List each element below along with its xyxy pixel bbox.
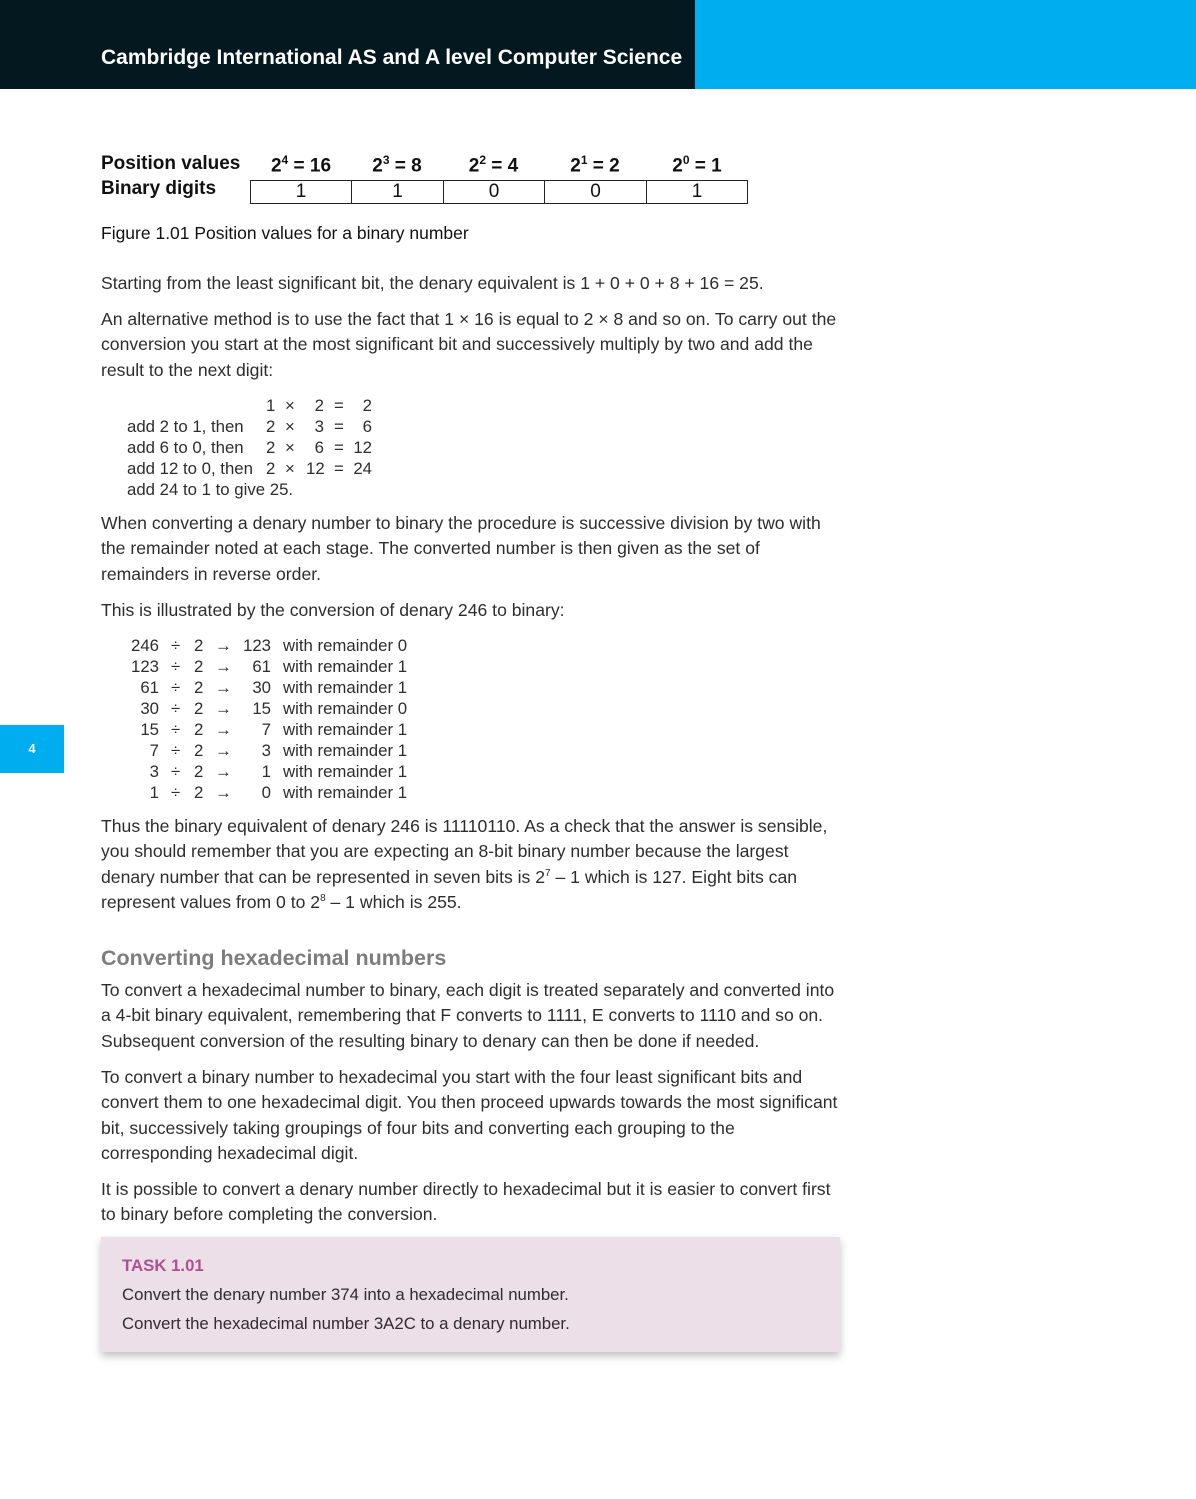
page-number-tab: 4 [0, 725, 64, 773]
division-row: 61 ÷ 2 → 30 with remainder 1 [140, 678, 408, 697]
header-band [0, 0, 695, 89]
binary-digits-label: Binary digits [101, 178, 217, 199]
figure-caption: Figure 1.01 Position values for a binary number [101, 223, 469, 243]
binary-digit-cell: 1 [351, 180, 444, 204]
paragraph-alternative-method: An alternative method is to use the fact that 1 × 16 is equal to 2 × 8 and so on. To carry out the conversion you start at the most significant bit and successively multiply by two and add the result to the next digit: [101, 309, 837, 380]
calc-row: 1 × 2 = 2 [266, 396, 372, 415]
book-title: Cambridge International AS and A level Computer Science [101, 46, 683, 69]
paragraph-binary-check: Thus the binary equivalent of denary 246 is 11110110. As a check that the answer is sensible, you should remember that you are expecting an 8-bit binary number because the largest denary number that can be represented in seven bits is $2^7 - 1$ which is 127. Eight bits can represent values from 0 to $2^8 - 1$ which is 255. [101, 816, 828, 912]
task-question: Convert the hexadecimal number 3A2C to a denary number. [122, 1314, 570, 1333]
binary-digit-cell: 0 [544, 180, 647, 204]
paragraph-denary-to-binary: When converting a denary number to binary the procedure is successive division by two with the remainder noted at each stage. The converted number is then given as the set of remainders in reverse order. [101, 513, 821, 584]
binary-digit-cell: 1 [646, 180, 748, 204]
position-header: $2^2 = 4$ [468, 153, 519, 177]
calc-row: add 6 to 0, then 2 × 6 = 12 [127, 438, 372, 457]
task-box [101, 1237, 840, 1352]
task-question: Convert the denary number 374 into a hexadecimal number. [122, 1285, 569, 1304]
division-row: 7 ÷ 2 → 3 with remainder 1 [149, 741, 408, 760]
paragraph-least-significant: Starting from the least significant bit, the denary equivalent is 1 + 0 + 0 + 8 + 16 = 25. [101, 273, 764, 293]
division-row: 15 ÷ 2 → 7 with remainder 1 [140, 720, 408, 739]
position-header: $2^4 = 16$ [270, 153, 332, 177]
division-row: 30 ÷ 2 → 15 with remainder 0 [140, 699, 408, 718]
calc-final: add 24 to 1 to give 25. [127, 480, 294, 499]
division-row: 3 ÷ 2 → 1 with remainder 1 [149, 762, 408, 781]
position-header: $2^1 = 2$ [570, 153, 620, 177]
calc-row: add 2 to 1, then 2 × 3 = 6 [127, 417, 372, 436]
paragraph-hex-to-binary: To convert a hexadecimal number to binary, each digit is treated separately and converted into a 4-bit binary equivalent, remembering that F converts to 1111, E converts to 1110 and so on. Subsequent conversion of the resulting binary to denary can then be done if needed. [101, 980, 835, 1051]
division-row: 123 ÷ 2 → 61 with remainder 1 [131, 657, 408, 676]
paragraph-illustration: This is illustrated by the conversion of denary 246 to binary: [101, 600, 565, 620]
position-values-label: Position values [101, 153, 241, 174]
paragraph-binary-to-hex: To convert a binary number to hexadecimal you start with the four least significant bits and convert them to one hexadecimal digit. You then proceed upwards towards the most significant bit, successively taking groupings of four bits and converting each grouping to the corresponding hexadecimal digit. [101, 1067, 838, 1163]
binary-digit-cell: 1 [250, 180, 352, 204]
calc-row: add 12 to 0, then 2 × 12 = 24 [127, 459, 372, 478]
position-header: $2^3 = 8$ [372, 153, 422, 177]
division-row: 246 ÷ 2 → 123 with remainder 0 [131, 636, 408, 655]
header-accent-band [695, 0, 1196, 89]
task-title: TASK 1.01 [122, 1256, 204, 1275]
binary-digit-cell: 0 [443, 180, 545, 204]
division-row: 1 ÷ 2 → 0 with remainder 1 [149, 783, 408, 802]
paragraph-denary-to-hex: It is possible to convert a denary number directly to hexadecimal but it is easier to convert first to binary before completing the conversion. [101, 1179, 831, 1225]
section-heading: Converting hexadecimal numbers [101, 946, 447, 970]
position-header: $2^0 = 1$ [672, 153, 722, 177]
